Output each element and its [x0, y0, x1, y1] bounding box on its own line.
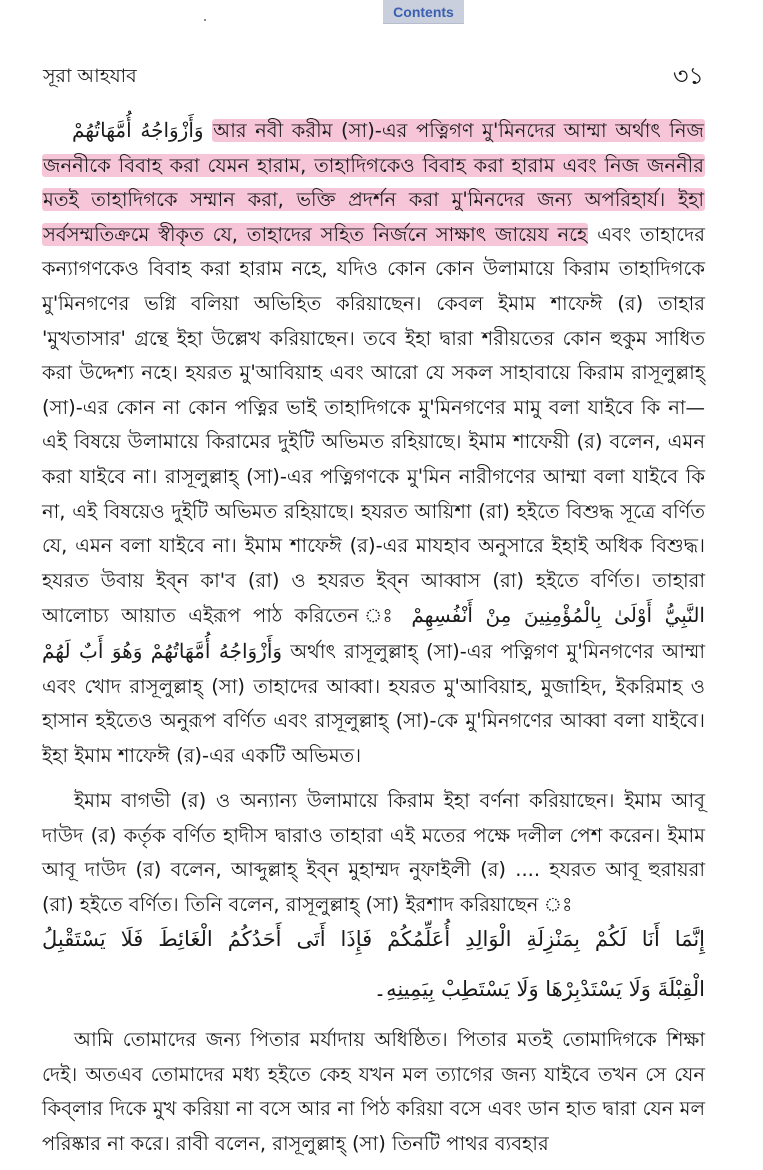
stray-dot — [204, 19, 206, 21]
arabic-quote-inline: وَأَزْوَاجُهُ أُمَّهَاتُهُمْ — [72, 118, 204, 142]
highlighted-passage[interactable]: আর নবী করীম (সা)-এর পত্নিগণ মু'মিনদের আম্মা অর্থাৎ নিজ জননীকে বিবাহ করা যেমন হারাম, তাহাদিগকেও বিবাহ করা হারাম এবং নিজ জননীর মতই তাহাদিগকে সম্মান করা, ভক্তি প্রদর্শন করা মু'মিনদের জন্য অপরিহার্য। ইহা সর্বসম্মতিক্রমে স্বীকৃত যে, তাহাদের সহিত নির্জনে সাক্ষাৎ জায়েয নহে — [43, 119, 704, 246]
paragraph-1-end: অর্থাৎ রাসূলুল্লাহ্ (সা)-এর পত্নিগণ মু'মিনগণের আম্মা এবং খোদ রাসূলুল্লাহ্ (সা) তাহাদের আব্বা। হযরত মু'আবিয়াহ, মুজাহিদ, ইকরিমাহ ও হাসান হইতেও অনুরূপ বর্ণিত এবং রাসূলুল্লাহ্ (সা)-কে মু'মিনগণের আব্বা বলা যাইবে। ইহা ইমাম শাফেঈ (র)-এর একটি অভিমত। — [42, 639, 705, 767]
paragraph-3: আমি তোমাদের জন্য পিতার মর্যাদায় অধিষ্ঠিত। পিতার মতই তোমাদিগকে শিক্ষা দেই। অতএব তোমাদের মধ্য হইতে কেহ যখন মল ত্যাগের জন্য যাইবে তখন সে যেন কিব্‌লার দিকে মুখ করিয়া না বসে আর না পিঠ করিয়া বসে এবং ডান হাত দ্বারা যেন মল পরিষ্কার না করে। রাবী বলেন, রাসূলুল্লাহ্ (সা) তিনটি পাথর ব্যবহার — [42, 1028, 705, 1155]
page-number: ৩১ — [672, 62, 704, 90]
paragraph-1-text: এবং তাহাদের কন্যাগণকেও বিবাহ করা হারাম নহে, যদিও কোন কোন উলামায়ে কিরাম তাহাদিগকে মু'মিনগণের ভগ্নি বলিয়া অভিহিত করিয়াছেন। কেবল ইমাম শাফেঈ (র) তাহার 'মুখতাসার' গ্রন্থে ইহা উল্লেখ করিয়াছেন। তবে ইহা দ্বারা শরীয়তের কোন হুকুম সাধিত করা উদ্দেশ্য নহে। হযরত মু'আবিয়াহ এবং আরো যে সকল সাহাবায়ে কিরাম রাসূলুল্লাহ্ (সা)-এর কোন না কোন পত্নির ভাই তাহাদিগকে মু'মিনগণের মামু বলা যাইবে কি না—এই বিষয়ে উলামায়ে কিরামের দুইটি অভিমত রহিয়াছে। ইমাম শাফেয়ী (র) বলেন, এমন করা যাইবে না। রাসূলুল্লাহ্ (সা)-এর পত্নিগণকে মু'মিন নারীগণের আম্মা বলা যাইবে কি না, এই বিষয়েও দুইটি অভিমত রহিয়াছে। হযরত আয়িশা (রা) হইতে বিশুদ্ধ সূত্রে বর্ণিত যে, এমন বলা যাইবে না। ইমাম শাফেঈ (র)-এর মাযহাব অনুসারে ইহাই অধিক বিশুদ্ধ। হযরত উবায় ইব্ন কা'ব (রা) ও হযরত ইব্ন আব্বাস (রা) হইতে বর্ণিত। তাহারা আলোচ্য আয়াত এইরূপ পাঠ করিতেন ঃ — [42, 222, 705, 628]
hadith-arabic-line-2: الْقِبْلَةَ وَلَا يَسْتَدْبِرْهَا وَلَا يَسْتَطِبْ بِيَمِينِهِ۔ — [373, 977, 705, 1001]
running-head: সূরা আহযাব — [43, 65, 137, 87]
hadith-arabic-line-1: إِنَّمَا أَنَا لَكُمْ بِمَنْزِلَةِ الْوَالِدِ أُعَلِّمُكُمْ فَإِذَا أَتَى أَحَدُكُمُ الْغَائِطَ فَلَا يَسْتَقْبِلُ — [42, 927, 705, 951]
paragraph-2: ইমাম বাগভী (র) ও অন্যান্য উলামায়ে কিরাম ইহা বর্ণনা করিয়াছেন। ইমাম আবূ দাউদ (র) কর্তৃক বর্ণিত হাদীস দ্বারাও তাহারা এই মতের পক্ষে দলীল পেশ করেন। ইমাম আবূ দাউদ (র) বলেন, আব্দুল্লাহ্ ইব্ন মুহাম্মদ নুফাইলী (র) .... হযরত আবূ হুরায়রা (রা) হইতে বর্ণিত। তিনি বলেন, রাসূলুল্লাহ্ (সা) ইরশাদ করিয়াছেন ঃ — [42, 789, 705, 916]
arabic-verse-inline: النَّبِيُّ أَوْلَىٰ بِالْمُؤْمِنِينَ مِنْ أَنْفُسِهِمْ وَأَزْوَاجُهُ أُمَّهَاتُهُمْ وَهُوَ أَبٌ لَهُمْ — [42, 603, 705, 663]
paragraph-1 — [42, 113, 705, 773]
contents-button[interactable]: Contents — [383, 0, 464, 24]
